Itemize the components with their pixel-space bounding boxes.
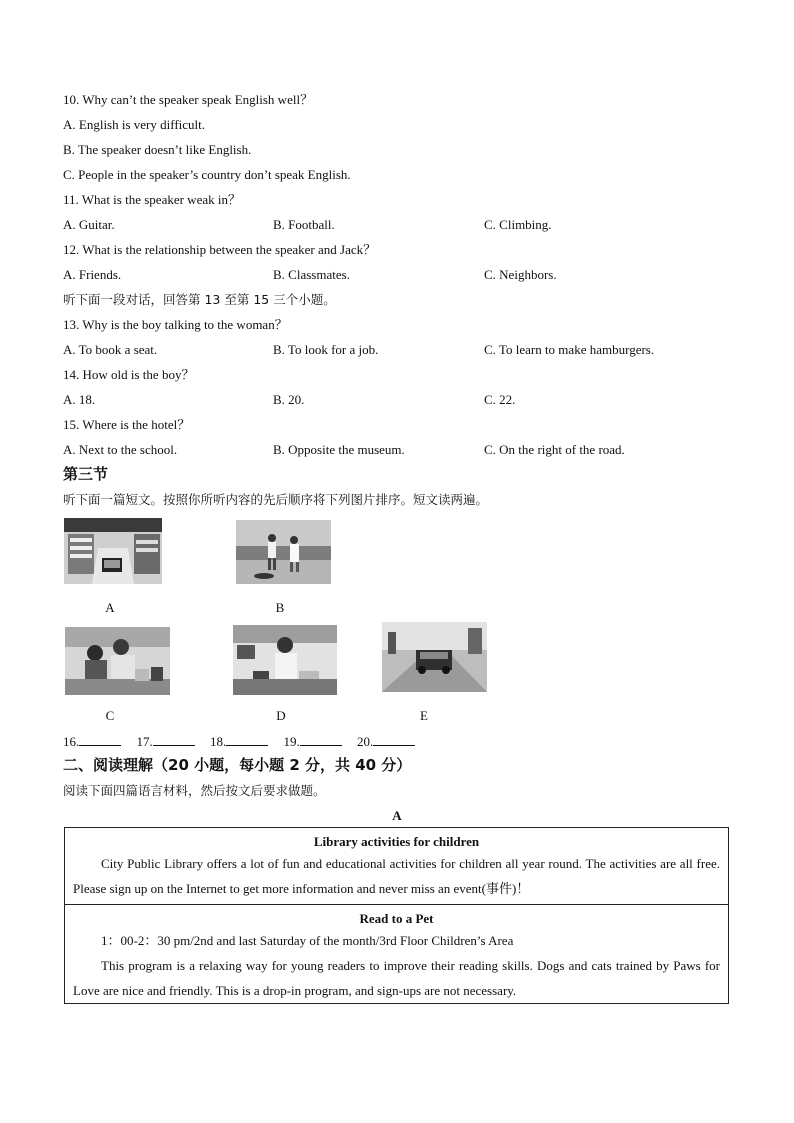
blank-19-number: 19. xyxy=(283,734,300,749)
picture-e-car xyxy=(382,622,487,692)
blank-16-number: 16. xyxy=(63,734,80,749)
blank-18[interactable] xyxy=(210,733,268,750)
blank-19[interactable] xyxy=(284,733,342,750)
q13-options xyxy=(63,342,743,358)
blank-18-number: 18. xyxy=(210,734,227,749)
picture-b-beach xyxy=(236,520,331,584)
q10-option-c: C. People in the speaker’s country don’t speak English. xyxy=(63,167,351,182)
question-11: 11. What is the speaker weak in？ xyxy=(63,192,241,207)
q12-option-b: B. Classmates. xyxy=(273,267,350,282)
library-activities-box xyxy=(64,827,729,1004)
question-13: 13. Why is the boy talking to the woman？ xyxy=(63,317,288,332)
q12-option-c: C. Neighbors. xyxy=(484,267,557,282)
q10-option-b: B. The speaker doesn’t like English. xyxy=(63,142,252,157)
q14-option-a: A. 18. xyxy=(63,392,96,407)
q15-option-b: B. Opposite the museum. xyxy=(273,442,405,457)
picture-d-cooking xyxy=(233,625,337,695)
q13-option-a: A. To book a seat. xyxy=(63,342,158,357)
picture-a-label: A xyxy=(105,600,115,615)
q14-option-b: B. 20. xyxy=(273,392,305,407)
picture-d-label: D xyxy=(276,708,286,723)
q14-options xyxy=(63,392,743,408)
question-10: 10. Why can’t the speaker speak English well？ xyxy=(63,92,314,107)
picture-c-kitchen-couple xyxy=(65,627,170,695)
reading-instruction: 阅读下面四篇语言材料，然后按文后要求做题。 xyxy=(63,783,326,798)
section-title-read-to-a-pet: Read to a Pet xyxy=(359,911,434,926)
q11-option-b: B. Football. xyxy=(273,217,335,232)
passage-letter: A xyxy=(392,808,402,823)
instruction-13-15: 听下面一段对话，回答第 13 至第 15 三个小题。 xyxy=(63,292,336,307)
q15-option-a: A. Next to the school. xyxy=(63,442,178,457)
picture-e-label: E xyxy=(420,708,428,723)
blank-20-line xyxy=(373,733,415,746)
program-description: This program is a relaxing way for young readers to improve their reading skills. Dogs and cats trained by Paws for Love are nice and friendly. This is a drop-in program, and sign-ups are not necessary. xyxy=(73,958,720,998)
q15-options xyxy=(63,442,743,458)
blank-17-line xyxy=(153,733,195,746)
blank-20[interactable] xyxy=(357,733,415,750)
q11-option-a: A. Guitar. xyxy=(63,217,115,232)
answer-blanks xyxy=(63,733,427,750)
blank-19-line xyxy=(300,733,342,746)
q11-options xyxy=(63,217,743,233)
reading-heading: 二、阅读理解（20 小题，每小题 2 分，共 40 分） xyxy=(63,756,412,774)
q10-option-a: A. English is very difficult. xyxy=(63,117,206,132)
box-intro: City Public Library offers a lot of fun and educational activities for children all year round. The activities are all free. Please sign up on the Internet to get more information and never miss an event(事件)！ xyxy=(73,856,720,896)
q11-option-c: C. Climbing. xyxy=(484,217,552,232)
schedule-text: 1：00-2：30 pm/2nd and last Saturday of the month/3rd Floor Children’s Area xyxy=(101,933,514,948)
picture-c-label: C xyxy=(105,708,115,723)
question-14: 14. How old is the boy？ xyxy=(63,367,195,382)
q15-option-c: C. On the right of the road. xyxy=(484,442,625,457)
section-3-heading: 第三节 xyxy=(63,465,109,483)
question-12: 12. What is the relationship between the speaker and Jack？ xyxy=(63,242,377,257)
blank-18-line xyxy=(226,733,268,746)
q14-option-c: C. 22. xyxy=(484,392,516,407)
blank-16[interactable] xyxy=(63,733,121,750)
picture-a-supermarket xyxy=(64,518,162,584)
box-title: Library activities for children xyxy=(313,834,480,849)
blank-20-number: 20. xyxy=(357,734,374,749)
blank-17[interactable] xyxy=(137,733,195,750)
picture-b-label: B xyxy=(275,600,285,615)
section-3-instruction: 听下面一篇短文。按照你所听内容的先后顺序将下列图片排序。短文读两遍。 xyxy=(63,492,489,507)
blank-17-number: 17. xyxy=(136,734,153,749)
question-15: 15. Where is the hotel？ xyxy=(63,417,191,432)
q13-option-c: C. To learn to make hamburgers. xyxy=(484,342,655,357)
q12-option-a: A. Friends. xyxy=(63,267,122,282)
q13-option-b: B. To look for a job. xyxy=(273,342,379,357)
q12-options xyxy=(63,267,743,283)
blank-16-line xyxy=(79,733,121,746)
